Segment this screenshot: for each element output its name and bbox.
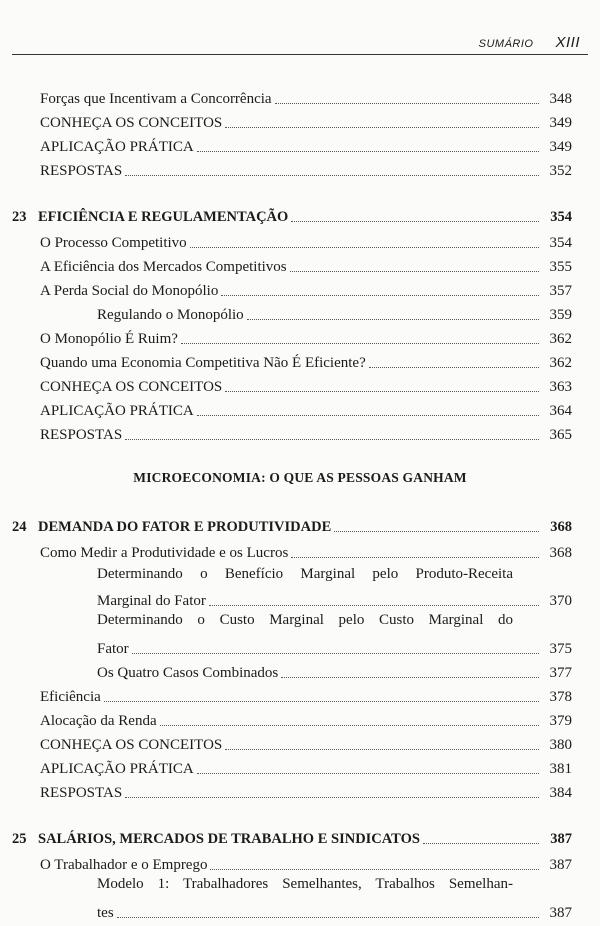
toc-entry-label: A Eficiência dos Mercados Competitivos <box>40 259 287 275</box>
toc-entry-page: 380 <box>549 737 572 753</box>
toc-subentry-line1: Modelo 1: Trabalhadores Semelhantes, Trabalhos Semelhan- <box>97 876 513 892</box>
toc-subentry-line1: Determinando o Benefício Marginal pelo Produto-Receita <box>97 566 513 582</box>
toc-entry-label: A Perda Social do Monopólio <box>40 283 219 299</box>
toc-entry <box>0 754 600 778</box>
leader-dots <box>104 700 539 702</box>
leader-dots <box>369 366 539 368</box>
leader-dots <box>225 126 539 128</box>
toc-entry-label: Eficiência <box>40 689 101 705</box>
toc-entry-label: Forças que Incentivam a Concorrência <box>40 91 272 107</box>
toc-entry-page: 384 <box>549 785 572 801</box>
toc-entry-page: 357 <box>549 283 572 299</box>
toc-entry-label: CONHEÇA OS CONCEITOS <box>40 737 223 753</box>
toc-entry <box>0 730 600 754</box>
leader-dots <box>290 270 539 272</box>
toc-entry-label: Como Medir a Produtividade e os Lucros <box>40 545 289 561</box>
toc-chapter-entry <box>0 824 600 848</box>
toc-entry <box>0 252 600 276</box>
chapter-title: DEMANDA DO FATOR E PRODUTIVIDADE <box>38 519 332 535</box>
toc-chapter-entry <box>0 512 600 536</box>
toc-entry-label: Marginal do Fator <box>97 593 206 609</box>
chapter-number: 25 <box>12 831 27 847</box>
toc-entry-page: 387 <box>550 831 572 847</box>
leader-dots <box>197 772 539 774</box>
leader-dots <box>247 318 539 320</box>
toc-entry-label: O Monopólio É Ruim? <box>40 331 178 347</box>
toc-entry-label: CONHEÇA OS CONCEITOS <box>40 379 223 395</box>
leader-dots <box>291 220 539 222</box>
toc-entry-page: 355 <box>549 259 572 275</box>
toc-entry-page: 387 <box>549 857 572 873</box>
toc-subentry <box>0 300 600 324</box>
toc-entry-page: 362 <box>549 355 572 371</box>
toc-entry-page: 354 <box>550 209 572 225</box>
toc-entry-page: 368 <box>549 545 572 561</box>
toc-entry-label: RESPOSTAS <box>40 785 123 801</box>
chapter-number: 23 <box>12 209 27 225</box>
toc-entry-page: 348 <box>549 91 572 107</box>
leader-dots <box>423 842 539 844</box>
toc-entry-label: Regulando o Monopólio <box>97 307 244 323</box>
toc-subentry <box>0 898 600 922</box>
toc-entry-page: 378 <box>549 689 572 705</box>
chapter-title: SALÁRIOS, MERCADOS DE TRABALHO E SINDICATOS <box>38 831 420 847</box>
toc-entry-label: Fator <box>97 641 129 657</box>
leader-dots <box>281 676 539 678</box>
toc-entry <box>0 850 600 874</box>
leader-dots <box>210 868 539 870</box>
toc-entry-label: APLICAÇÃO PRÁTICA <box>40 403 194 419</box>
leader-dots <box>190 246 539 248</box>
toc-entry-page: 349 <box>549 139 572 155</box>
toc-entry <box>0 706 600 730</box>
header-section-title: SUMÁRIO <box>478 38 534 50</box>
toc-entry-page: 352 <box>549 163 572 179</box>
chapter-number: 24 <box>12 519 27 535</box>
toc-entry-label: APLICAÇÃO PRÁTICA <box>40 761 194 777</box>
toc-entry <box>0 396 600 420</box>
header-rule <box>12 54 588 55</box>
toc-entry-page: 354 <box>549 235 572 251</box>
toc-entry-page: 365 <box>549 427 572 443</box>
toc-entry-page: 379 <box>549 713 572 729</box>
toc-entry <box>0 228 600 252</box>
leader-dots <box>197 150 539 152</box>
toc-entry-page: 363 <box>549 379 572 395</box>
toc-entry <box>0 420 600 444</box>
leader-dots <box>181 342 539 344</box>
leader-dots <box>291 556 539 558</box>
toc-entry <box>0 132 600 156</box>
chapter-title: EFICIÊNCIA E REGULAMENTAÇÃO <box>38 209 289 225</box>
toc-entry-page: 370 <box>549 593 572 609</box>
toc-subentry <box>0 658 600 682</box>
toc-entry <box>0 324 600 348</box>
toc-subentry <box>0 586 600 610</box>
toc-entry-page: 381 <box>549 761 572 777</box>
leader-dots <box>225 748 539 750</box>
leader-dots <box>225 390 539 392</box>
toc-entry-page: 377 <box>549 665 572 681</box>
toc-entry-page: 387 <box>549 905 572 921</box>
leader-dots <box>160 724 539 726</box>
toc-entry <box>0 682 600 706</box>
toc-entry-page: 364 <box>549 403 572 419</box>
toc-entry-label: O Processo Competitivo <box>40 235 187 251</box>
toc-entry <box>0 156 600 180</box>
leader-dots <box>117 916 539 918</box>
toc-entry-label: O Trabalhador e o Emprego <box>40 857 208 873</box>
toc-entry <box>0 348 600 372</box>
toc-entry-page: 359 <box>549 307 572 323</box>
toc-entry <box>0 372 600 396</box>
leader-dots <box>197 414 539 416</box>
leader-dots <box>209 604 539 606</box>
leader-dots <box>334 530 539 532</box>
toc-entry <box>0 84 600 108</box>
leader-dots <box>221 294 539 296</box>
running-header <box>479 34 580 51</box>
toc-entry-page: 375 <box>549 641 572 657</box>
toc-entry <box>0 778 600 802</box>
toc-entry-label: CONHEÇA OS CONCEITOS <box>40 115 223 131</box>
leader-dots <box>125 174 539 176</box>
toc-entry-label: RESPOSTAS <box>40 427 123 443</box>
toc-entry-page: 362 <box>549 331 572 347</box>
toc-entry-page: 368 <box>550 519 572 535</box>
toc-entry-label: RESPOSTAS <box>40 163 123 179</box>
toc-entry <box>0 538 600 562</box>
toc-entry-page: 349 <box>549 115 572 131</box>
toc-entry-label: Quando uma Economia Competitiva Não É Eficiente? <box>40 355 366 371</box>
toc-entry-label: tes <box>97 905 114 921</box>
toc-entry <box>0 108 600 132</box>
toc-entry <box>0 276 600 300</box>
leader-dots <box>132 652 539 654</box>
toc-chapter-entry <box>0 202 600 226</box>
toc-subentry-line1: Determinando o Custo Marginal pelo Custo Marginal do <box>97 612 513 628</box>
toc-subentry <box>0 634 600 658</box>
toc-entry-label: APLICAÇÃO PRÁTICA <box>40 139 194 155</box>
toc-entry-label: Alocação da Renda <box>40 713 157 729</box>
toc-entry-label: Os Quatro Casos Combinados <box>97 665 279 681</box>
header-page-number: XIII <box>555 34 580 51</box>
leader-dots <box>125 438 539 440</box>
part-heading: MICROECONOMIA: O QUE AS PESSOAS GANHAM <box>133 470 467 485</box>
leader-dots <box>125 796 539 798</box>
leader-dots <box>275 102 539 104</box>
